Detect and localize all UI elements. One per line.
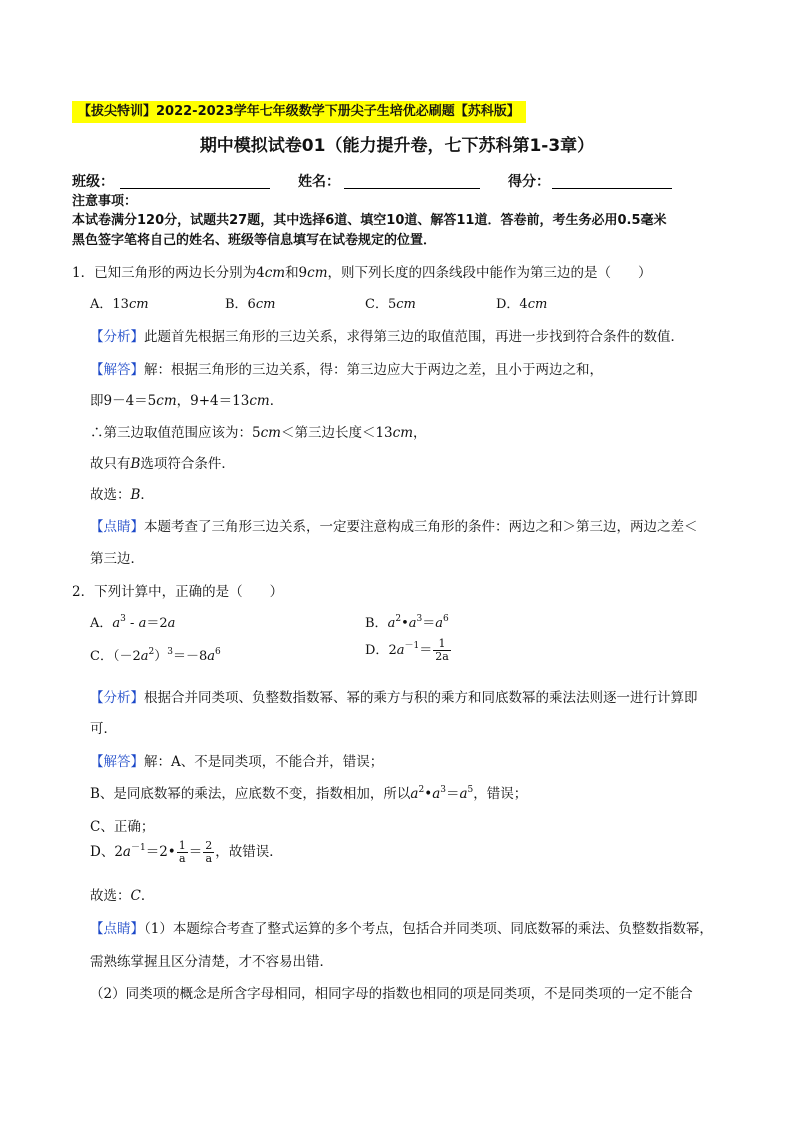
q1-answer-line-1: 【解答】解：根据三角形的三边关系，得：第三边应大于两边之差，且小于两边之和， [90, 362, 603, 378]
q2-answer-line-b: B、是同底数幂的乘法，应底数不变，指数相加，所以$a^2•a^3=a^5$，错误； [90, 785, 528, 802]
q1-comment-line-1: 【点睛】本题考查了三角形三边关系，一定要注意构成三角形的条件：两边之和＞第三边，两边之差＜ [90, 519, 698, 535]
q2-answer-line-a: 【解答】解：A、不是同类项，不能合并，错误； [90, 754, 384, 770]
q1-stem: 1．已知三角形的两边长分别为4cm和9cm，则下列长度的四条线段中能作为第三边的是（ ） [72, 265, 652, 281]
q1-option-b: B．6cm [225, 297, 276, 312]
q2-option-a: A．$a^3 - a=2a$ [90, 614, 176, 631]
q2-analysis-line-1: 【分析】根据合并同类项、负整数指数幂、幂的乘方与积的乘方和同底数幂的乘法法则逐一进行计算即 [90, 690, 698, 706]
q2-analysis-line-2: 可． [90, 721, 117, 737]
q2-comment-line-1: 【点睛】（1）本题综合考查了整式运算的多个考点，包括合并同类项、同底数幂的乘法、负整数指数幂， [90, 921, 713, 937]
q2-choice: 故选：C． [90, 888, 155, 904]
q1-answer-line-4: 故只有B选项符合条件． [90, 456, 235, 472]
q2-option-c: C．$(-2a^2)^3=-8a^6$ [90, 647, 221, 664]
q1-analysis: 【分析】此题首先根据三角形的三边关系，求得第三边的取值范围，再进一步找到符合条件的数值． [90, 329, 684, 345]
name-field[interactable] [344, 188, 480, 189]
q1-answer-line-2: 即9－4＝5cm，9+4＝13cm． [90, 393, 284, 409]
q1-option-d: D．4cm [496, 297, 548, 312]
q1-option-a: A．13cm [90, 297, 149, 312]
q2-option-b: B．$a^2•a^3=a^6$ [365, 614, 449, 631]
q1-option-c: C．5cm [365, 297, 416, 312]
q2-comment-line-2: 需熟练掌握且区分清楚，才不容易出错． [90, 954, 333, 970]
score-label: 得分： [508, 174, 550, 190]
q2-stem: 2．下列计算中，正确的是（ ） [72, 584, 284, 600]
q1-choice: 故选：B． [90, 487, 154, 503]
q1-comment-line-2: 第三边． [90, 551, 144, 567]
series-banner: 【拔尖特训】2022-2023学年七年级数学下册尖子生培优必刷题【苏科版】 [72, 101, 526, 123]
class-label: 班级： [72, 174, 114, 190]
q2-option-d: D．$2a^{-1}=$ $\frac{1}{2a}$ [365, 637, 449, 663]
notice-line-2: 黑色签字笔将自己的姓名、班级等信息填写在试卷规定的位置． [72, 233, 437, 248]
score-field[interactable] [552, 188, 672, 189]
q2-answer-line-d: D、$2a^{-1}=2•$ $\frac{1}{a}$ ＝ $\frac{2}{a}$ ，故错误． [90, 839, 283, 865]
q2-comment-line-3: （2）同类项的概念是所含字母相同，相同字母的指数也相同的项是同类项，不是同类项的一定不能合 [90, 986, 693, 1002]
class-field[interactable] [120, 188, 270, 189]
q2-answer-line-c: C、正确； [90, 819, 155, 835]
name-label: 姓名： [298, 174, 340, 190]
student-info-row [72, 171, 722, 191]
q1-answer-line-3: ∴第三边取值范围应该为：5cm＜第三边长度＜13cm， [90, 425, 427, 441]
notice-heading: 注意事项： [72, 194, 138, 209]
notice-line-1: 本试卷满分120分，试题共27题，其中选择6道、填空10道、解答11道．答卷前，考生务必用0.5毫米 [72, 213, 667, 228]
exam-title: 期中模拟试卷01（能力提升卷，七下苏科第1-3章） [199, 136, 595, 156]
